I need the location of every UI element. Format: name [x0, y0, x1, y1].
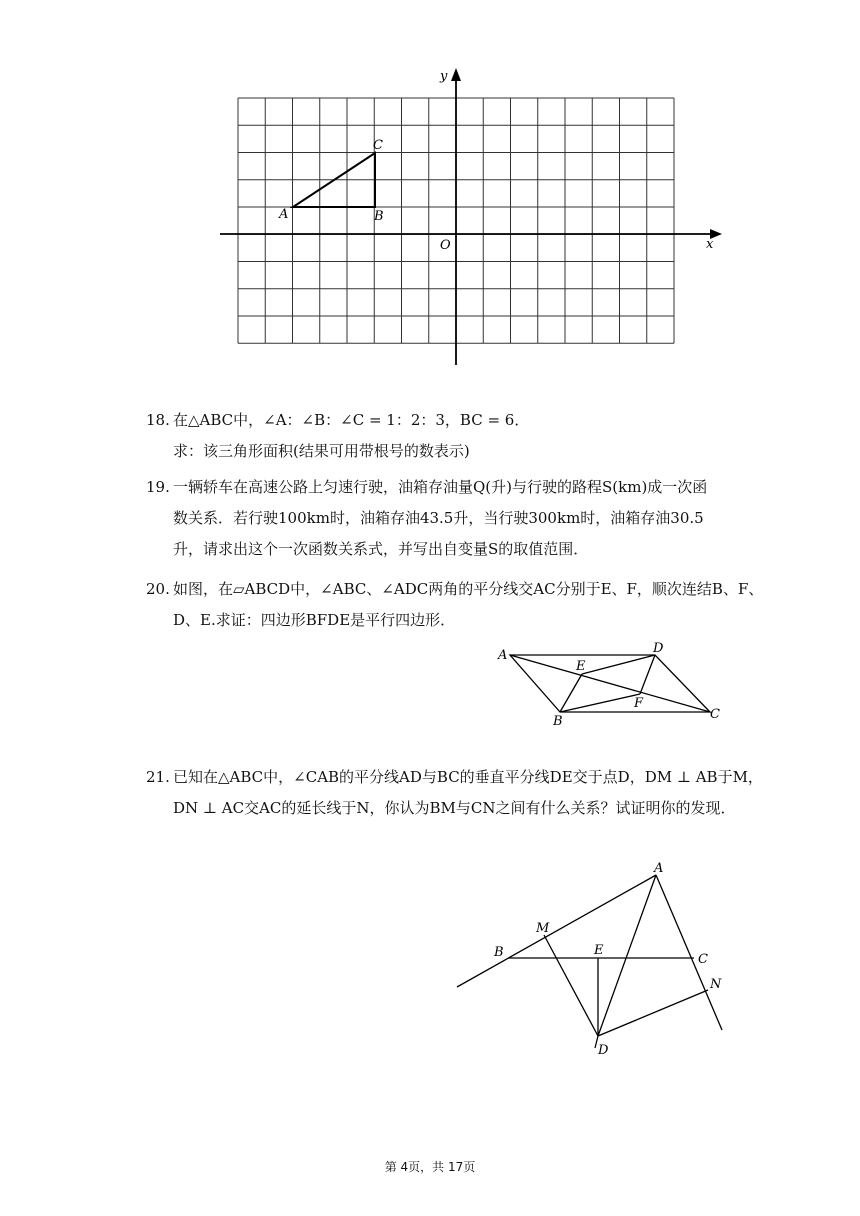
- question-text: 升，请求出这个一次函数关系式，并写出自变量S的取值范围．: [173, 540, 589, 558]
- segment-dn: [598, 990, 708, 1036]
- x-axis-label: x: [706, 237, 714, 252]
- vertex-c-label: C: [698, 952, 708, 967]
- point-e-label: E: [594, 943, 604, 958]
- question-number: 18.: [146, 411, 170, 429]
- point-d-label: D: [598, 1043, 609, 1058]
- page-footer: 第 4页，共 17页: [384, 1160, 476, 1174]
- question-number: 20.: [146, 580, 170, 598]
- question-text: 已知在△ABC中，∠CAB的平分线AD与BC的垂直平分线DE交于点D，DM ⊥ AB于M，: [173, 768, 763, 786]
- question-text: D、E.求证：四边形BFDE是平行四边形．: [173, 611, 456, 629]
- line-ab-extended: [457, 875, 656, 987]
- diagonal-ac: [510, 655, 710, 712]
- question-number: 21.: [146, 768, 170, 786]
- point-f-label: F: [634, 696, 644, 711]
- vertex-b-label: B: [494, 945, 504, 960]
- question-text: 求：该三角形面积(结果可用带根号的数表示): [173, 442, 470, 460]
- vertex-c-label: C: [710, 707, 720, 722]
- question-text: 数关系．若行驶100km时，油箱存油43.5升，当行驶300km时，油箱存油30.5: [173, 509, 704, 527]
- question-21: [146, 762, 763, 824]
- y-axis-label: y: [440, 69, 448, 84]
- vertex-a-label: A: [498, 648, 508, 663]
- point-b-label: B: [374, 209, 384, 224]
- bisector-ad: [598, 875, 656, 1036]
- point-m-label: M: [536, 921, 550, 936]
- segment-dm: [544, 935, 598, 1036]
- vertex-a-label: A: [654, 861, 664, 876]
- coordinate-grid-figure: [210, 60, 730, 370]
- segment-be: [560, 674, 582, 712]
- vertex-d-label: D: [653, 641, 664, 656]
- point-a-label: A: [279, 207, 289, 222]
- vertex-b-label: B: [553, 714, 563, 729]
- parallelogram-figure: [490, 638, 730, 733]
- y-axis-arrow-icon: [451, 68, 461, 81]
- question-text: 如图，在▱ABCD中，∠ABC、∠ADC两角的平分线交AC分别于E、F，顺次连结B、F、: [173, 580, 764, 598]
- question-text: 一辆轿车在高速公路上匀速行驶，油箱存油量Q(升)与行驶的路程S(km)成一次函: [173, 478, 708, 496]
- question-text: DN ⊥ AC交AC的延长线于N，你认为BM与CN之间有什么关系？试证明你的发现．: [173, 799, 736, 817]
- segment-df: [640, 655, 655, 694]
- segment-ed: [582, 655, 655, 674]
- triangle-bisector-figure: [450, 860, 735, 1060]
- question-18: [146, 405, 529, 467]
- point-c-label: C: [373, 138, 383, 153]
- origin-label: O: [440, 238, 451, 253]
- point-n-label: N: [710, 977, 722, 992]
- point-e-label: E: [576, 659, 586, 674]
- question-20: [146, 574, 763, 636]
- line-ac-extended: [656, 875, 722, 1030]
- segment-fb: [560, 694, 640, 712]
- question-19: [146, 472, 707, 565]
- question-number: 19.: [146, 478, 170, 496]
- question-text: 在△ABC中，∠A：∠B：∠C = 1：2：3，BC = 6．: [173, 411, 530, 429]
